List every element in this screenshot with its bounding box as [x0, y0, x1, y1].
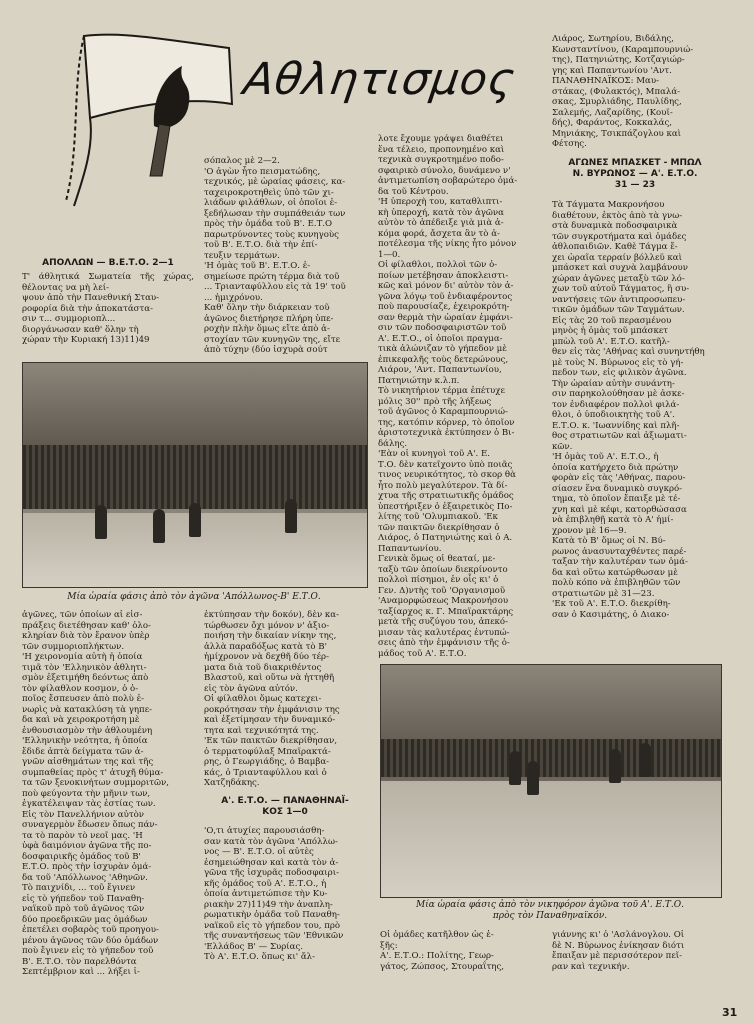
photo-caption-apollon: Μία ὡραία φάσις ἀπὸ τὸν ἀγῶνα 'Απόλλωνος-Β' Ε.Τ.Ο. — [67, 592, 321, 602]
column2-body-text: ἐκτύπησαν τὴν δοκόν), δὲν κα- τώρθωσεν ὄχι μόνον ν' ἀξιο- ποιήση τὴν δικαίαν νίκην της, ἀλλὰ παραδόξως κατὰ τὸ Β' ἡμίχρονον νὰ δεχθῆ δύο τέρ- ματα διὰ τοῦ διακριθέντος Βλαστοῦ, καὶ οὕτω νὰ ἡττηθῆ εἰς τὸν ἀγῶνα αὐτόν. Οἱ φίλαθλοι ὅμως κατεχει- ροκρότησαν τὴν ἐμφάνισιν της καὶ ἐξετίμησαν τὴν δυναμικό- τητα καὶ τεχνικότητά της. 'Εκ τῶν παικτῶν διεκρίθησαν, ὁ τερματοφύλαξ Μπαϊρακτά- ρης, ὁ Γεωργιάδης, ὁ Βαμβα- κάς, ὁ Τριανταφύλλου καὶ ὁ Χατζηδάκης. — [204, 610, 340, 788]
column4-body-text: Τὰ Τάγματα Μακρονήσου διαθέτουν, ἐκτὸς ἀπὸ τὰ γνω- στὰ δυναμικὰ ποδοσφαιρικὰ τῶν συγκροτήματα καὶ ὁμάδες ἀθλοπαιδιῶν. Καθὲ Τάγμα ἔ- χει ὡραῖα τερραίν βόλλεϋ καὶ μπάσκετ καὶ συχνὰ λαμβάνουν χώραν ἀγῶνες μεταξὺ τῶν λό- χων τοῦ αὐτοῦ Τάγματος, ἢ συ- ναντήσεις τῶν ἀντιπροσωπευ- τικῶν ὁμάδων τῶν Ταγμάτων. Εἰς τὰς 20 τοῦ περασμένου μηνὸς ἡ ὁμὰς τοῦ μπάσκετ μπὼλ τοῦ Α'. Ε.Τ.Ο. κατῆλ- θεν εἰς τὰς 'Αθήνας καὶ συνηντήθη μὲ τοὺς Ν. Βύρωνος εἰς τὸ γή- πεδον των, εἰς φιλικὸν ἀγῶνα. Τὴν ὡραίαν αὐτὴν συνάντη- σιν παρηκολούθησαν μὲ ἀσκε- τον ἐνδιαφέρον πολλοὶ φιλά- θλοι, ὁ ὑποδιοικητὴς τοῦ Α'. Ε.Τ.Ο. κ. 'Ιωαννίδης καὶ πλῆ- θος στρατιωτῶν καὶ ἀξιωματι- κῶν. 'Η ὁμὰς τοῦ Α'. Ε.Τ.Ο., ἡ ὁποία κατήρχετο διὰ πρώτην φορὰν εἰς τὰς 'Αθήνας, παρου- σίασεν ἕνα δυναμικὸ συγκρό- τημα, τὸ ὁποῖον ἔπαιξε μὲ τέ- χνη καὶ μὲ κέφι, κατορθώσασα νὰ ἐπιβληθῇ κατὰ τὸ Α' ἡμί- χρονον μὲ 16—9. Κατὰ τὸ Β' ὅμως οἱ Ν. Βύ- ρωνος ἀνασυνταχθέντες παρέ- ταξαν τὴν καλυτέραν των ὁμά- δα καὶ οὕτω κατώρθωσαν μὲ πολὺ κόπο νὰ ἐπιβληθῶν τῶν στρατιωτῶν μὲ 31—23. 'Εκ τοῦ Α'. Ε.Τ.Ο. διεκρίθη- σαν ὁ Κασιμάτης, ὁ Διακο- — [552, 200, 705, 620]
photo-player — [189, 503, 201, 537]
section1-body-text: ἀγῶνες, τῶν ὁποίων αἱ εἰσ- πράξεις διετέθησαν καθ' ὁλο- κληρίαν διὰ τὸν ἔρανον ὑπὲρ τῶν συμμοριοπλήκτων. 'Η χειρονομία αὐτὴ ἡ ὁποία τιμᾶ τὸν 'Ελληνικὸν ἀθλητι- σμὸν ἐξετιμήθη δεόντως ἀπὸ τὸν φίλαθλον κοσμον, ὁ ὁ- ποῖος ἔσπευσεν ἀπὸ πολὺ ἐ- νωρὶς νὰ κατακλύση τὰ γηπε- δα καὶ νὰ χειροκροτήση μὲ ἐνθουσιασμὸν τὴν ἀθλουμένη 'Ελληνικὴν νεότητα, ἡ ὁποία ἔδιδε ἀπτὰ δείγματα τῶν ἀ- γνῶν αἰσθημάτων της καὶ τῆς συμπαθείας πρὸς τ' ἀτυχῆ θύμα- τα τῶν ξενοκινήτων συμμοριτῶν, ποὺ φεύγοντα τὴν μῆνιν των, ἐγκατέλειψαν τὰς ἑστίας των. Εἰς τὸν Πανελλήνιον αὐτὸν συναγερμὸν ἔδωσεν ὅπως πάν- τα τὸ παρὸν τὸ νεοῖ μας. 'Η ὑφὰ δαιμόνιον ἀγῶνα τῆς πο- δοσφαιρικῆς ὁμάδος τοῦ Β' Ε.Τ.Ο. πρὸς τὴν ἰσχυρὰν ὁμά- δα τοῦ 'Απόλλωνος 'Αθηνῶν. Τὸ παιχνίδι, ... τοῦ ἔγινεν εἰς τὸ γήπεδον τοῦ Παναθη- ναϊκοῦ πρὸ τοῦ ἀγῶνος τῶν δύο προεδρικῶν μας ὁμάδων ἐπετέλει σοβαρὸς τοῦ προηγου- μένου ἀγῶνος τῶν δύο ὁμάδων ποὺ ἔγινεν εἰς τὸ γήπεδον τοῦ Β'. Ε.Τ.Ο. τὸν παρελθόντα Σεπτέμβριον καὶ ... λήξει ἰ- — [22, 610, 169, 977]
section1-intro-text: Τ' άθλητικά Σωματεία τῆς χώρας, θέλοντας να μὴ λεί- ψουν ἀπὸ τὴν Πανεθνική Σταυ- ροφορία διὰ τὴν ἀποκατάστα- σιν τ... συμμοριοπλ... διοργάνωσαν καθ' ὅλην τὴ χώραν τὴν Κυριακή 13)11)49 — [22, 272, 194, 345]
column3-bottom-right-text: γιάννης κι' ὁ 'Ασλάνογλου. Οἱ δὲ Ν. Βύρωνος ἐνίκησαν διότι ἔπαιξαν μὲ περισσότερον πεῖ- ραν καὶ τεχνικήν. — [552, 930, 685, 972]
section-heading-basketball: ΑΓΩΝΕΣ ΜΠΑΣΚΕΤ - ΜΠΩΛ Ν. ΒΥΡΩΝΟΣ — Α'. Ε.Τ.Ο. 31 — 23 — [568, 158, 702, 190]
match-photo-apollon — [22, 362, 368, 588]
masthead-title: Αθλητισμος — [240, 54, 519, 105]
photo-player — [153, 509, 165, 543]
section-heading-aeto-panathinaikos: Α'. Ε.Τ.Ο. — ΠΑΝΑΘΗΝΑΪ- ΚΟΣ 1—0 — [221, 796, 349, 817]
photo-player — [639, 743, 651, 777]
page-number: 31 — [722, 1006, 738, 1019]
photo-player — [509, 751, 521, 785]
photo-caption-panathinaikos: Μία ὡραία φάσις ἀπὸ τὸν νικηφόρον ἀγῶνα τοῦ Α'. Ε.Τ.Ο. πρὸς τὸν Παναθηναϊκόν. — [415, 900, 685, 921]
photo-field — [381, 781, 721, 897]
section-heading-apollon: ΑΠΟΛΛΩΝ — Β.Ε.Τ.Ο. 2—1 — [42, 258, 174, 268]
column3-top-text: λοτε ἔχουμε γράψει διαθέτει ἕνα τέλειο, προπονημένο καὶ τεχνικὰ συγκροτημένο ποδο- σφαιρικὸ σύνολο, δυνάμενο ν' ἀντιμετωπίση σοβαρώτερο ὁμά- δα τοῦ Κέντρου. 'Η ὑπεροχὴ του, καταθλιπτι- κὴ ὑπεροχή, κατὰ τὸν ἀγῶνα αὐτὸν τὸ ἀπέδειξε γιὰ μιὰ ἀ- κόμα φορά, ἄσχετα ἂν τὸ ἀ- ποτέλεσμα τῆς νίκης ἦτο μόνον 1—0. Οἱ φίλαθλοι, πολλοὶ τῶν ὁ- ποίων μετέβησαν ἀποκλειστι- κῶς καὶ μόνον δι' αὐτὸν τὸν ἀ- γῶνα λόγῳ τοῦ ἐνδιαφέροντος ποὺ παρουσίαζε, ἐχειροκρότη- σαν θερμὰ τὴν ὡραίαν ἐμφάνι- σιν τῶν ποδοσφαιριστῶν τοῦ Α'. Ε.Τ.Ο., οἱ ὁποῖοι πραγμα- τικὰ ἀλώνιζαν τὸ γήπεδον μὲ ἐπικεφαλῆς τοὺς δετερώνους, Λιάρον, 'Αντ. Παπαντωνίου, Πατηνιώτην κ.λ.π. Τὸ νικητήριον τέρμα ἐπέτυχε μόλις 30'' πρὸ τῆς λήξεως τοῦ ἀγῶνος ὁ Καραμπουρνιώ- της, κατόπιν κόρνερ, τὸ ὁποῖον ἀριστοτεχνικὰ ἐκτύπησεν ὁ Βι- δάλης. 'Εὰν οἱ κυνηγοὶ τοῦ Α'. Ε. Τ.Ο. δὲν κατεῖχοντο ὑπὸ ποιᾶς τινος νευρικότητος, τὸ σκορ θὰ ἦτο πολὺ μεγαλύτερον. Τὰ δί- χτυα τῆς στρατιωτικῆς ὁμάδος ὑπεστήριξεν ὁ ἐξαιρετικὸς Πο- λίτης τοῦ 'Ολυμπιακοῦ. 'Εκ τῶν παικτῶν διεκρίθησαν ὁ Λιάρος, ὁ Πατηνιώτης καὶ ὁ Α. Παπαντωνίου. Γενικὰ ὅμως οἱ θεαταί, με- ταξὺ τῶν ὁποίων διεκρίνοντο πολλοὶ πίσημοι, ἐν οἷς κι' ὁ Γεν. Δ)ντὴς τοῦ 'Οργανισμοῦ 'Αναμορφώσεως Μακρονήσου ταξίαρχος κ. Γ. Μπαϊρακτάρης μετὰ τῆς συζύγου του, ἀπεκό- μισαν τὰς καλυτέρας ἐντυπώ- σεις ἀπὸ τὴν ἐμφάνισιν τῆς ὁ- μάδος τοῦ Α'. Ε.Τ.Ο. — [378, 134, 518, 659]
photo-player — [95, 505, 107, 539]
photo-player — [285, 499, 297, 533]
photo-player — [609, 749, 621, 783]
match-photo-panathinaikos — [380, 664, 722, 898]
column2-top-text: σόπαλος μὲ 2—2. 'Ο ἀγὼν ἦτο πεισματώδης, τεχνικός, μὲ ὡραίας φάσεις, κα- ταχειροκροτηθεὶς ὑπὸ τῶν χι- λιάδων φιλάθλων, οἱ ὁποῖοι ἐ- ξεδήλωσαν τὴν συμπάθειάν των πρὸς τὴν ὁμάδα τοῦ Β'. Ε.Τ.Ο παρωτρύνοντες τοὺς κυνηγοὺς τοῦ Β'. Ε.Τ.Ο. διὰ τὴν ἐπί- τευξιν τερμάτων. 'Η ὁμὰς τοῦ Β'. Ε.Τ.Ο. ἐ- σημείωσε πρώτη τέρμα διὰ τοῦ ... Τριανταφύλλου εἰς τὰ 19' τοῦ ... ἡμιχρόνου. Καθ' ὅλην τὴν διάρκειαν τοῦ ἀγῶνος διετήρησε πλήρη ὑπε- ροχὴν πλὴν ὅμως εἴτε ἀπὸ ἀ- στοχίαν τῶν κυνηγῶν της, εἴτε ἀπὸ τύχην (δύο ἰσχυρὰ σούτ — [204, 156, 346, 355]
column2-bottom-text: 'Ο,τι ἀτυχίες παρουσιάσθη- σαν κατὰ τὸν ἀγῶνα 'Απόλλω- νος — Β'. Ε.Τ.Ο. οἱ αὐτὲς ἐσημειώθησαν καὶ κατὰ τὸν ἀ- γῶνα τῆς ἰσχυρᾶς ποδοσφαιρι- κῆς ὁμάδος τοῦ Α'. Ε.Τ.Ο., ἡ ὁποία ἀντιμετώπισε τὴν Κυ- ριακὴν 27)11)49 τὴν ἀναπλη- ρωματικὴν ὁμάδα τοῦ Παναθη- ναϊκοῦ εἰς τὸ γήπεδον του, πρὸ τῆς συναντήσεως τῶν 'Εθνικῶν 'Ελλάδος Β' — Συρίας. Τὸ Α'. Ε.Τ.Ο. ὅπως κι' ἄλ- — [204, 826, 344, 962]
column3-bottom-left-text: Οἱ ὁμάδες κατῆλθον ὡς ἑ- ξῆς: Α'. Ε.Τ.Ο.: Πολίτης, Γεωρ- γάτος, Ζώπσος, Στουραΐτης, — [380, 930, 504, 972]
column4-top-text: Λιάρος, Σωτηρίου, Βιδάλης, Κωνσταντίνου, (Καραμπουρνιώ- της), Πατηνιώτης, Κοτζαγιώρ- γης καὶ Παπαντωνίου 'Αντ. ΠΑΝΑΘΗΝΑΪΚΟΣ: Μαυ- στάκας, (Φυλακτός), Μπαλά- σκας, Σμυρλιάδης, Παυλίδης, Σαλεμής, Λαζαρίδης, (Κουϊ- δής), Φαράντος, Κοκκαλάς, Μηνιάκης, Τσικπάζογλου καὶ Φέτσης. — [552, 34, 694, 149]
photo-stands — [381, 739, 721, 777]
photo-stands — [23, 445, 367, 509]
photo-player — [527, 761, 539, 795]
